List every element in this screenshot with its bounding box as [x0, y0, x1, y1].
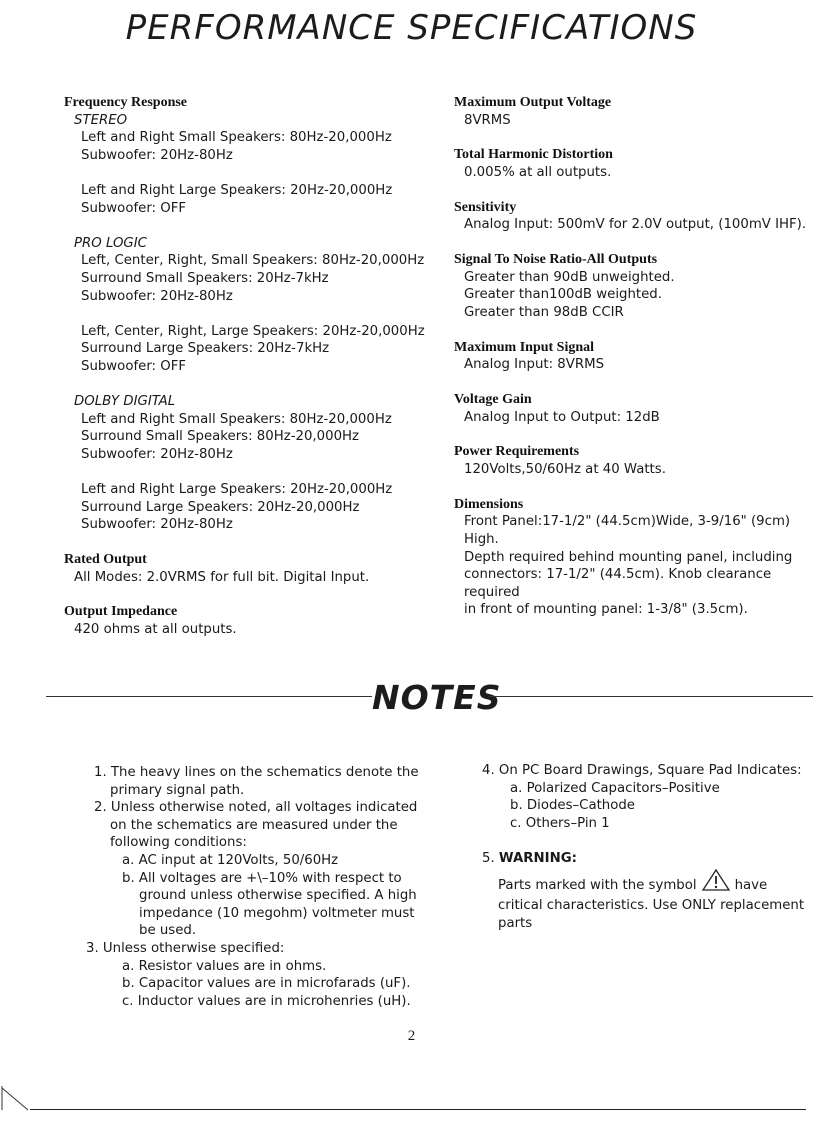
warning-triangle-icon: [701, 868, 731, 898]
note-4-a: a. Polarized Capacitors–Positive: [510, 780, 720, 796]
output-impedance-heading: Output Impedance: [64, 604, 178, 620]
note-1: 1. The heavy lines on the schematics denote the: [94, 765, 419, 780]
note-2-b-cont: be used.: [139, 923, 197, 939]
note-2-a: a. AC input at 120Volts, 50/60Hz: [122, 852, 339, 868]
note-5-line: parts: [498, 915, 533, 931]
voltage-gain-heading: Voltage Gain: [454, 392, 532, 408]
note-3-a: a. Resistor values are in ohms.: [122, 958, 327, 974]
max-output-voltage-heading: Maximum Output Voltage: [454, 95, 612, 110]
spec-line: Left, Center, Right, Large Speakers: 20Hz-20,000Hz: [81, 323, 425, 339]
spec-line: Left and Right Small Speakers: 80Hz-20,000Hz: [81, 130, 392, 146]
spec-line: 420 ohms at all outputs.: [74, 622, 237, 637]
note-5: [482, 850, 812, 868]
spec-line: Surround Large Speakers: 20Hz-20,000Hz: [81, 499, 360, 515]
snr-heading: Signal To Noise Ratio-All Outputs: [454, 252, 658, 268]
specs-left-column: [64, 94, 434, 639]
note-5-text: have: [734, 877, 768, 893]
thd-heading: Total Harmonic Distortion: [454, 147, 613, 163]
note-4-b: b. Diodes–Cathode: [510, 798, 635, 814]
scan-corner-mark: [0, 1086, 30, 1112]
dolby-digital-label: DOLBY DIGITAL: [74, 394, 176, 410]
sensitivity-heading: Sensitivity: [454, 199, 517, 215]
note-5-text: Parts marked with the symbol: [498, 877, 697, 893]
note-2-cont: on the schematics are measured under the: [110, 817, 398, 833]
spec-line: Subwoofer: OFF: [81, 358, 187, 374]
note-4-c: c. Others–Pin 1: [510, 815, 610, 831]
note-3-b: b. Capacitor values are in microfarads (uF).: [122, 976, 411, 992]
spec-line: Depth required behind mounting panel, including: [464, 549, 793, 565]
spec-line: connectors: 17-1/2" (44.5cm). Knob clearance required: [464, 567, 772, 600]
spec-line: Surround Large Speakers: 20Hz-7kHz: [81, 341, 330, 357]
spec-line: Left and Right Large Speakers: 20Hz-20,000Hz: [81, 182, 393, 198]
note-2: 2. Unless otherwise noted, all voltages indicated: [94, 800, 418, 816]
spec-line: 120Volts,50/60Hz at 40 Watts.: [464, 462, 666, 478]
bottom-rule: [30, 1109, 806, 1110]
notes-left-column: [86, 764, 434, 1010]
spec-line: Subwoofer: 20Hz-80Hz: [81, 147, 233, 163]
note-2-b-cont: impedance (10 megohm) voltmeter must: [139, 905, 415, 921]
notes-divider-left: [46, 696, 372, 697]
spec-line: Greater than 98dB CCIR: [464, 304, 624, 320]
note-1-cont: primary signal path.: [110, 782, 245, 798]
note-2-b: b. All voltages are +\–10% with respect to: [122, 870, 402, 886]
spec-line: 8VRMS: [464, 112, 511, 128]
dimensions-heading: Dimensions: [454, 496, 524, 512]
frequency-response-heading: Frequency Response: [64, 95, 188, 110]
spec-line: in front of mounting panel: 1-3/8" (3.5cm).: [464, 602, 748, 618]
notes-divider-right: [488, 696, 813, 697]
note-5-line: critical characteristics. Use ONLY replacement: [498, 898, 805, 914]
spec-line: Subwoofer: 20Hz-80Hz: [81, 517, 233, 533]
spec-line: All Modes: 2.0VRMS for full bit. Digital Input.: [74, 569, 370, 585]
specs-right-column: [454, 94, 819, 619]
spec-line: Left, Center, Right, Small Speakers: 80Hz-20,000Hz: [81, 253, 425, 269]
spec-line: Subwoofer: OFF: [81, 200, 187, 216]
note-2-cont: following conditions:: [110, 835, 247, 851]
spec-line: Subwoofer: 20Hz-80Hz: [81, 288, 233, 304]
pro-logic-label: PRO LOGIC: [74, 235, 147, 251]
spec-line: Analog Input: 500mV for 2.0V output, (100mV IHF).: [464, 217, 807, 233]
note-3: 3. Unless otherwise specified:: [86, 940, 285, 956]
note-4: 4. On PC Board Drawings, Square Pad Indicates:: [482, 763, 802, 778]
page-title: PERFORMANCE SPECIFICATIONS: [125, 8, 698, 48]
spec-line: 0.005% at all outputs.: [464, 164, 612, 180]
power-requirements-heading: Power Requirements: [454, 444, 580, 460]
spec-line: Left and Right Small Speakers: 80Hz-20,000Hz: [81, 411, 392, 427]
spec-line: Left and Right Large Speakers: 20Hz-20,000Hz: [81, 482, 393, 498]
note-2-b-cont: ground unless otherwise specified. A high: [139, 888, 417, 904]
max-input-signal-heading: Maximum Input Signal: [454, 339, 595, 355]
spec-line: Surround Small Speakers: 80Hz-20,000Hz: [81, 429, 360, 445]
warning-label: WARNING:: [498, 850, 577, 866]
spec-line: Front Panel:17-1/2" (44.5cm)Wide, 3-9/16" (9cm) High.: [464, 514, 791, 547]
spec-line: Subwoofer: 20Hz-80Hz: [81, 446, 233, 462]
rated-output-heading: Rated Output: [64, 552, 147, 568]
notes-right-column: [482, 762, 812, 932]
page-number: 2: [407, 1028, 416, 1044]
spec-line: Greater than100dB weighted.: [464, 287, 662, 303]
spec-line: Surround Small Speakers: 20Hz-7kHz: [81, 270, 329, 286]
note-5-line: [482, 868, 812, 898]
spec-line: Greater than 90dB unweighted.: [464, 269, 675, 285]
notes-title: NOTES: [372, 678, 502, 717]
note-3-c: c. Inductor values are in microhenries (uH).: [122, 993, 411, 1009]
spec-line: Analog Input to Output: 12dB: [464, 409, 660, 425]
note-5-number: 5.: [482, 850, 495, 866]
stereo-label: STEREO: [74, 112, 128, 128]
spec-line: Analog Input: 8VRMS: [464, 357, 605, 373]
